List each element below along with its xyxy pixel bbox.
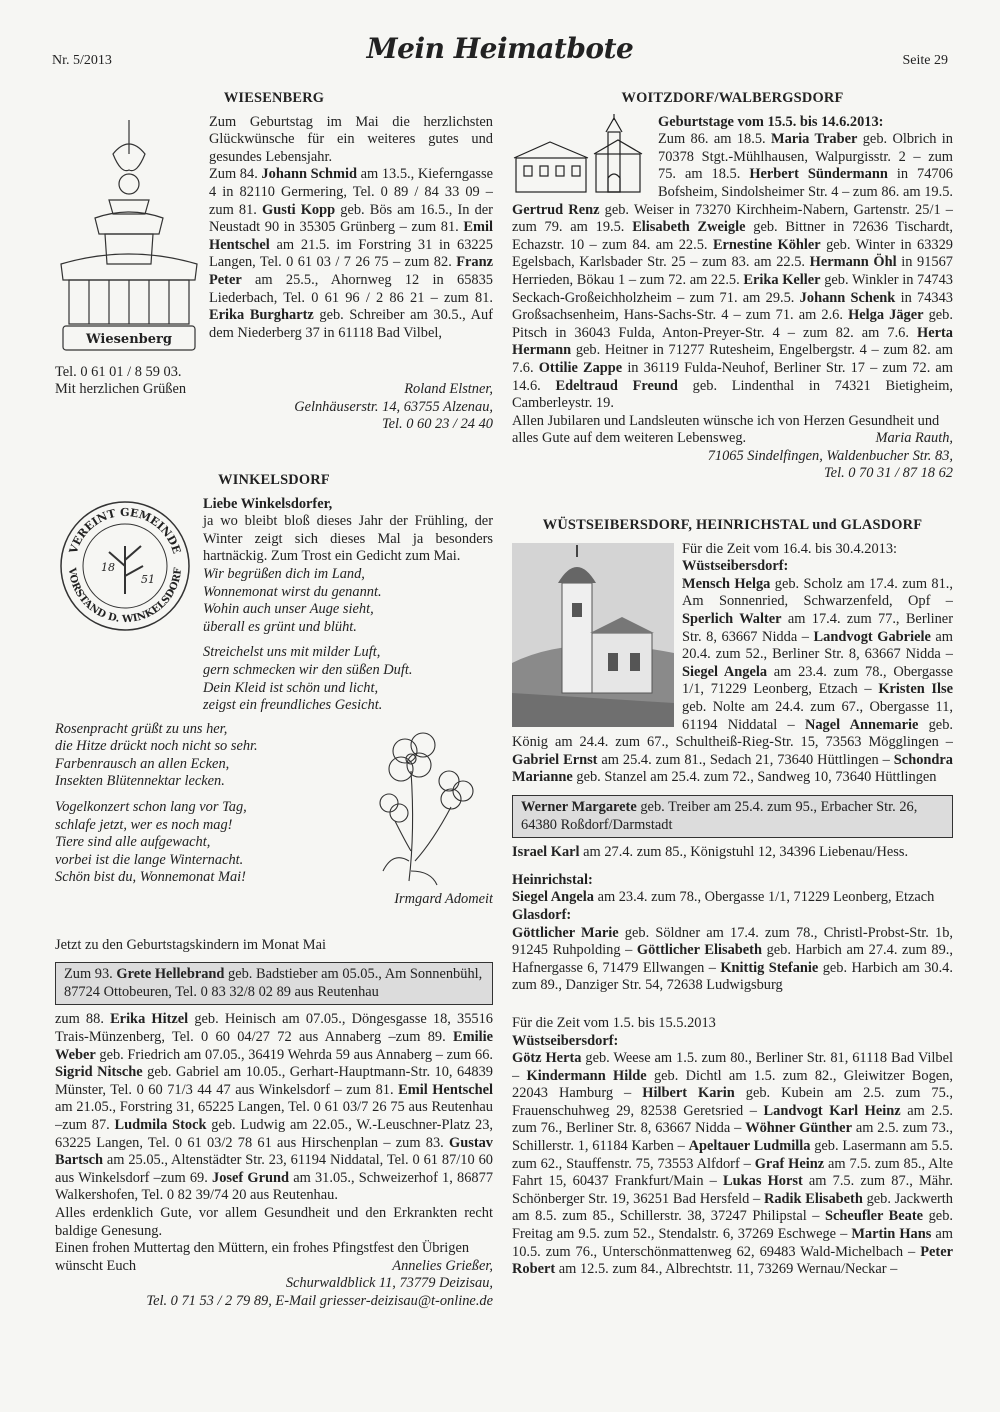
winkelsdorf-seal (55, 496, 195, 636)
seal-year-a: 18 (101, 560, 115, 574)
wuest-period-1: Für die Zeit vom 16.4. bis 30.4.2013: (682, 540, 898, 557)
winkelsdorf-signature-name: Annelies Grießer, (392, 1257, 493, 1274)
section-wuestseibersdorf (512, 517, 953, 1279)
section-woitzdorf (512, 90, 953, 483)
woitzdorf-signature-tel: Tel. 0 70 31 / 87 18 62 (824, 465, 953, 482)
section-wiesenberg (55, 90, 493, 434)
winkelsdorf-signature-contact: Tel. 0 71 53 / 2 79 89, E-Mail griesser-deizisau@t-online.de (146, 1292, 493, 1309)
wuest-subheading-glasdorf: Glasdorf: (512, 906, 572, 923)
wuest-glasdorf-entries: Göttlicher Marie geb. Söldner am 17.4. zum 78., Christl-Probst-Str. 1b, 91245 Ruhpolding – Göttlicher Elisabeth geb. Harbich am 27.4. zum 89., Hafnergasse 6, 71479 Ellwangen – Knittig Stefanie geb. Harbich am 30.4. zum 89., Danziger Str. 54, 72638 Ludwigsburg (512, 924, 953, 994)
woitzdorf-signature-name: Maria Rauth, (875, 430, 953, 447)
winkelsdorf-wish: Alles erdenklich Gute, vor allem Gesundheit und den Erkrankten recht baldige Genesung. (55, 1204, 493, 1239)
wiesenberg-fountain-image (55, 114, 203, 362)
page-number: Seite 29 (902, 53, 948, 68)
woitzdorf-signature-address: 71065 Sindelfingen, Waldenbucher Str. 83, (707, 447, 953, 464)
woitzdorf-birthdays: Zum 86. am 18.5. Maria Traber geb. Olbrich in 70378 Stgt.-Mühlhausen, Walpurgisstr. 2 – zum 75. am 18.5. Herbert Sündermann in 74706 Bofsheim, Sindolsheimer Str. 4 – zum 86. am 19.5. Gertrud Renz geb. Weiser in 73270 Kirchheim-Nabern, Gartenstr. 25/1 – zum 79. am 19.5. Elisabeth Zweigle geb. Bittner in 72636 Tischardt, Echazstr. 10 – zum 84. am 22.5. Ernestine Köhler geb. Winter in 63329 Egelsbach, Karlsbader Str. 25 – zum 83. am 22.5. Hermann Öhl in 91567 Herrieden, Bökau 1 – zum 72. am 22.5. Erika Keller geb. Winkler in 74743 Seckach-Großeichholzheim – zum 71. am 29.5. Johann Schenk in 74343 Großsachsenheim, Hans-Sachs-Str. 4 – zum 71. am 2.6. Helga Jäger geb. Pitsch in 36043 Fulda, Anton-Preyer-Str. 4 – zum 82. am 7.6. Herta Hermann geb. Heitner in 71277 Rutesheim, Engelbergstr. 4 – zum 82. am 7.6. Ottilie Zappe in 36119 Fulda-Neuhof, Berliner Str. 17 – zum 72. am 14.6. Edeltraud Freund geb. Lindenthal in 74321 Bietigheim, Camberleystr. 19. (512, 131, 953, 412)
wuest-subheading-1: Wüstseibersdorf: (682, 558, 789, 575)
winkelsdorf-signature-address: Schurwaldblick 11, 73779 Deizisau, (285, 1275, 493, 1292)
woitzdorf-heading: Geburtstage vom 15.5. bis 14.6.2013: (658, 113, 884, 130)
section-title: WIESENBERG (223, 90, 325, 106)
wiesenberg-tel: Tel. 0 61 01 / 8 59 03. (55, 363, 182, 380)
church-photo (512, 543, 674, 727)
wuest-period-2: Für die Zeit vom 1.5. bis 15.5.2013 (512, 1014, 716, 1031)
section-title: WINKELSDORF (218, 471, 330, 488)
highlight-box-grete-hellebrand: Zum 93. Grete Hellebrand geb. Badstieber am 05.05., Am Sonnenbühl, 87724 Ottobeuren, Tel. 0 83 32/8 02 89 aus Reutenhau (55, 962, 493, 1005)
wiesenberg-signature-tel: Tel. 0 60 23 / 24 40 (381, 416, 493, 433)
wiesenberg-signature-name: Roland Elstner, (404, 381, 493, 398)
page-header (52, 32, 948, 74)
wuest-israel-karl: Israel Karl am 27.4. zum 85., Königstuhl 12, 34396 Liebenau/Hess. (512, 844, 909, 861)
poem-stanza-4: Vogelkonzert schon lang vor Tag, schlafe jetzt, wer es noch mag! Tiere sind alle aufgewacht, vorbei ist die lange Winternacht. Schön bist du, Wonnemonat Mai! (55, 799, 247, 886)
winkelsdorf-greeting: Liebe Winkelsdorfer, (203, 495, 333, 512)
left-column (55, 90, 493, 1311)
flower-illustration (353, 721, 483, 891)
wuest-subheading-heinrichstal: Heinrichstal: (512, 871, 593, 888)
winkelsdorf-lead: Jetzt zu den Geburtstagskindern im Monat Mai (55, 936, 326, 953)
right-column (512, 90, 953, 1279)
wiesenberg-greeting: Mit herzlichen Grüßen (55, 381, 187, 398)
highlight-box-werner-margarete: Werner Margarete geb. Treiber am 25.4. zum 95., Erbacher Str. 26, 64380 Roßdorf/Darmstadt (512, 795, 953, 838)
wuest-birthdays-2: Götz Herta geb. Weese am 1.5. zum 80., Berliner Str. 81, 61118 Bad Vilbel – Kindermann Hilde geb. Dichtl am 1.5. zum 82., Gleiwitzer Bogen, 22043 Hamburg – Hilbert Karin geb. Kubein am 2.5. zum 75., Frauenschuhweg 29, 82538 Geretsried – Landvogt Karl Heinz am 2.5. zum 76., Berliner Str. 8, 63667 Nidda – Wöhner Günther am 2.5. zum 73., Schillerstr. 1, 61184 Karben – Apeltauer Ludmilla geb. Lasermann am 5.5. zum 62., Stauffenstr. 75, 73553 Alfdorf – Graf Heinz am 7.5. zum 85., Alte Fahrt 15, 60437 Frankfurt/Main – Lukas Horst am 7.5. zum 87., Mähr. Schönberger Str. 19, 36251 Bad Hersfeld – Radik Elisabeth geb. Jackwerth am 8.5. zum 85., Schillerstr. 38, 37247 Philipstal – Scheufler Beate geb. Freitag am 9.5. zum 52., Stendalstr. 6, 37269 Eschwege – Martin Hans am 10.5. zum 76., Unterschönmattenweg 62, 69483 Wald-Michelbach – Peter Robert am 12.5. zum 84., Albrechtstr. 11, 73269 Wernau/Neckar – (512, 1050, 953, 1278)
woitzdorf-village-image (512, 114, 652, 196)
seal-text-bottom: VORSTAND D. WINKELSDORF (65, 566, 185, 625)
seal-text-top: VEREINT GEMEINDE (66, 505, 184, 555)
poem-stanza-2: Streichelst uns mit milder Luft, gern schmecken wir den süßen Duft. Dein Kleid ist schön und licht, zeigst ein freundliches Gesicht. (203, 644, 413, 714)
poem-stanza-3: Rosenpracht grüßt zu uns her, die Hitze drückt noch nicht so sehr. Farbenrausch an allen Ecken, Insekten Blütennektar lecken. (55, 720, 258, 790)
wiesenberg-birthdays: Zum 84. Johann Schmid am 13.5., Kieferngasse 4 in 82110 Germering, Tel. 0 89 / 84 33 09 – zum 81. Gusti Kopp geb. Bös am 16.5., In der Neustadt 90 in 35305 Grünberg – zum 81. Emil Hentschel am 21.5. im Forstring 31 in 63225 Langen, Tel. 0 61 03 / 7 26 75 – zum 82. Franz Peter am 25.5., Ahornweg 12 in 65835 Liederbach, Tel. 0 61 96 / 2 86 21 – zum 81. Erika Burghartz geb. Schreiber am 30.5., Auf dem Niederberg 37 in 61118 Bad Vilbel, (209, 166, 493, 341)
section-winkelsdorf (55, 472, 493, 1311)
woitzdorf-closing: Allen Jubilaren und Landsleuten wünsche ich von Herzen Gesundheit und alles Gute auf dem weiteren Lebensweg. (512, 412, 940, 447)
section-title: WÜSTSEIBERSDORF, HEINRICHSTAL und GLASDORF (542, 517, 923, 534)
section-title: WOITZDORF/WALBERGSDORF (621, 90, 844, 106)
issue-number: Nr. 5/2013 (52, 53, 112, 68)
wiesenberg-intro: Zum Geburtstag im Mai die herzlichsten Glückwünsche für ein weiteres gutes und gesundes Lebensjahr. (209, 113, 493, 165)
wuest-subheading-2: Wüstseibersdorf: (512, 1032, 619, 1049)
masthead-logo: Mein Heimatbote (366, 32, 634, 65)
poem-stanza-1: Wir begrüßen dich im Land, Wonnemonat wirst du genannt. Wohin auch unser Auge sieht, überall es grünt und blüht. (203, 565, 382, 635)
winkelsdorf-intro: ja wo bleibt bloß dieses Jahr der Frühling, der Winter zeigt sich dieses Mal ja besonders hartnäckig. Zum Trost ein Gedicht zum Mai. (203, 513, 493, 565)
wuest-birthdays-1: Mensch Helga geb. Scholz am 17.4. zum 81., Am Sonnenried, Schwarzenfeld, Opf – Sperlich Walter am 17.4. zum 77., Berliner Str. 8, 63667 Nidda – Landvogt Gabriele am 20.4. zum 52., Berliner Str. 8, 63667 Nidda – Siegel Angela am 23.4. zum 78., Obergasse 1/1, 71229 Leonberg, Etzach – Kristen Ilse geb. Nolte am 24.4. zum 67., Obergasse 11, 61194 Niddatal – Nagel Annemarie geb. König am 24.4. zum 67., Schultheiß-Rieg-Str. 15, 73563 Mögglingen – Gabriel Ernst am 25.4. zum 81., Sedach 21, 73640 Hüttlingen – Schondra Marianne geb. Stanzel am 25.4. zum 72., Sandweg 10, 73640 Hüttlingen (512, 575, 953, 786)
seal-year-b: 51 (141, 572, 155, 586)
wiesenberg-image-label: Wiesenberg (86, 331, 172, 347)
wuest-heinrichstal-entry: Siegel Angela am 23.4. zum 78., Obergasse 1/1, 71229 Leonberg, Etzach (512, 889, 935, 906)
wiesenberg-signature-address: Gelnhäuserstr. 14, 63755 Alzenau, (294, 398, 493, 415)
winkelsdorf-birthdays: zum 88. Erika Hitzel geb. Heinisch am 07.05., Döngesgasse 18, 35516 Trais-Münzenberg, Tel. 0 60 04/27 72 aus Annaberg –zum 89. Emilie Weber geb. Friedrich am 07.05., 36419 Wehrda 59 aus Annaberg – zum 66. Sigrid Nitsche geb. Gabriel am 10.05., Gerhart-Hauptmann-Str. 10, 64839 Münster, Tel. 0 60 71/3 44 47 aus Winkelsdorf – zum 81. Emil Hentschel am 21.05., Forstring 31, 65225 Langen, Tel. 0 61 03/7 26 75 aus Reutenhau –zum 87. Ludmila Stock geb. Ludwig am 22.05., W.-Leuschner-Platz 23, 63225 Langen, Tel. 0 61 03/2 78 61 aus Hirschenplan – zum 83. Gustav Bartsch am 25.05., Altenstädter Str. 23, 61194 Niddatal, Tel. 0 61 87/10 60 aus Winkelsdorf –zum 69. Josef Grund am 31.05., Schweizerhof 1, 86877 Walkershofen, Tel. 0 82 39/74 20 aus Reutenhau. (55, 1011, 493, 1204)
winkelsdorf-mother: Einen frohen Muttertag den Müttern, ein frohes Pfingstfest den Übrigen wünscht Euch (55, 1240, 470, 1274)
poem-author: Irmgard Adomeit (394, 891, 493, 908)
